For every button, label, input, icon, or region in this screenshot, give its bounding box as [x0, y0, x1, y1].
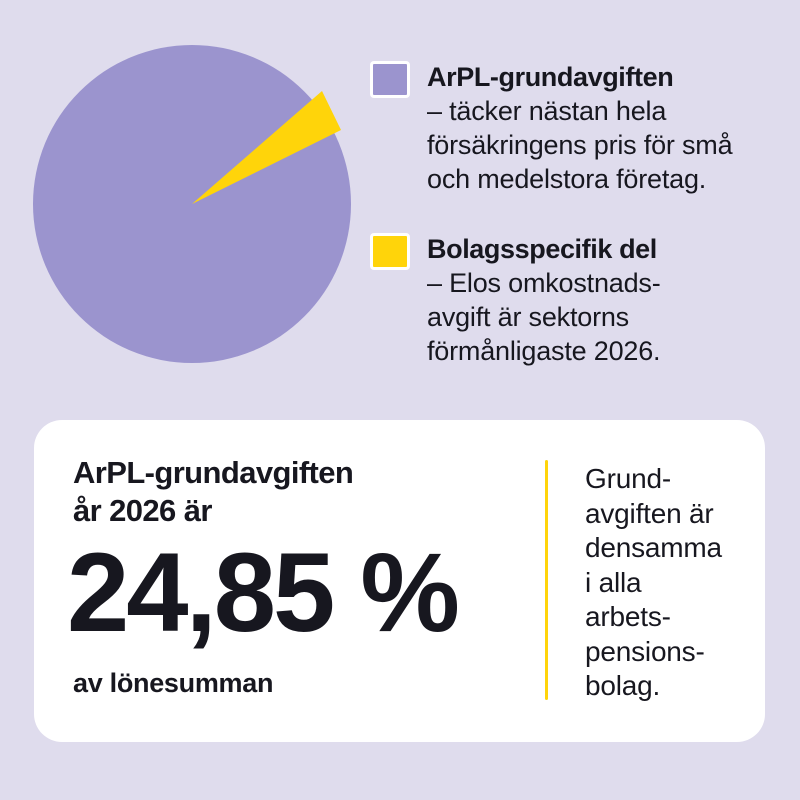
side-note: [585, 462, 775, 704]
legend-description-line: avgift är sektorns: [427, 302, 629, 332]
legend-description-line: – täcker nästan hela: [427, 96, 667, 126]
stat-card-heading-line: år 2026 är: [73, 493, 212, 528]
pie-chart: [0, 0, 380, 380]
side-note-line: avgiften är: [585, 497, 714, 529]
side-note-line: arbets-: [585, 601, 671, 632]
legend-description-line: – Elos omkostnads-: [427, 268, 661, 298]
legend-swatch-yellow: [370, 233, 410, 270]
side-note-line: pensions-: [585, 635, 705, 667]
legend-title: ArPL-grundavgiften: [427, 62, 674, 92]
side-note-line: densamma: [585, 532, 722, 563]
legend-description-line: förmånligaste 2026.: [427, 336, 661, 366]
stat-card-heading: [73, 454, 353, 530]
stat-card-heading-line: ArPL-grundavgiften: [73, 455, 354, 490]
side-note-line: bolag.: [585, 670, 661, 701]
legend-text-grundavgiften: [427, 60, 732, 196]
legend-item-grundavgiften: [370, 60, 782, 196]
percentage-value: 24,85 %: [67, 530, 457, 655]
vertical-divider: [545, 460, 548, 700]
side-note-line: Grund-: [585, 463, 671, 494]
legend-text-bolagsspecifik: [427, 232, 661, 368]
legend-description-line: försäkringens pris för små: [427, 130, 733, 160]
legend-title: Bolagsspecifik del: [427, 234, 657, 264]
legend-item-bolagsspecifik: [370, 232, 782, 368]
percentage-caption: av lönesumman: [73, 668, 274, 698]
stat-card: [34, 420, 765, 742]
legend-description-line: och medelstora företag.: [427, 164, 707, 194]
legend-swatch-purple: [370, 61, 410, 98]
side-note-line: i alla: [585, 566, 642, 598]
